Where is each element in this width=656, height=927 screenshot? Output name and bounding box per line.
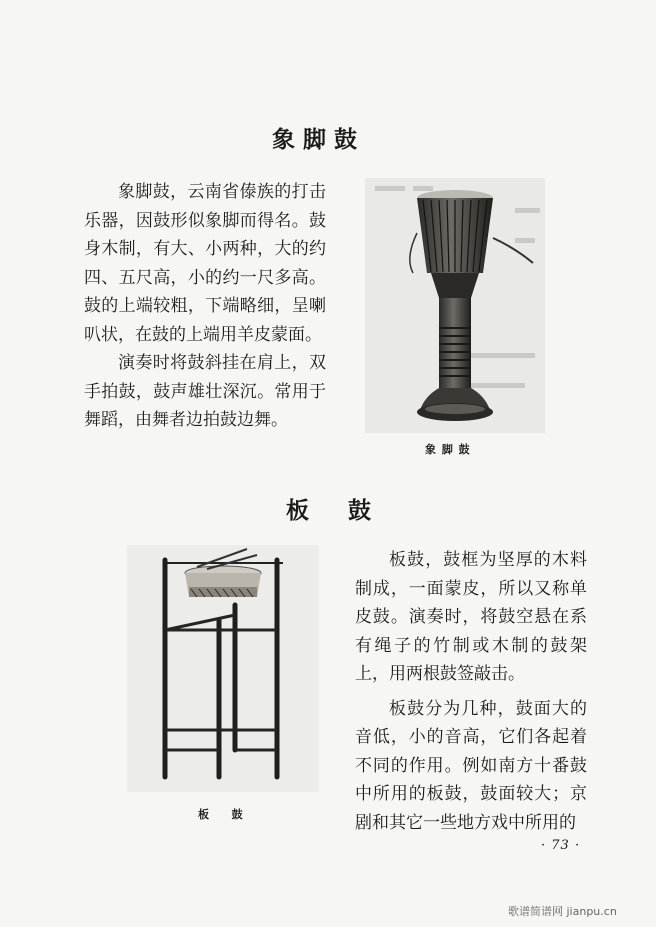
elephant-foot-drum-icon <box>365 178 545 433</box>
paragraph: 象脚鼓，云南省傣族的打击乐器，因鼓形似象脚而得名。鼓身木制，有大、小两种，大的约四、五尺高，小的约一尺多高。鼓的上端较粗，下端略细，呈喇叭状，在鼓的上端用羊皮蒙面。 <box>84 182 326 345</box>
photo-xiangjiaogu <box>365 178 545 433</box>
paragraph: 板鼓，鼓框为坚厚的木料制成，一面蒙皮，所以又称单皮鼓。演奏时，将鼓空悬在系有绳子的竹制或木制的鼓架上，用两根鼓签敲击。 <box>355 550 587 684</box>
paragraph: 演奏时将鼓斜挂在肩上，双手拍鼓，鼓声雄壮深沉。常用于舞蹈，由舞者边拍鼓边舞。 <box>84 353 326 430</box>
section-title-xiangjiaogu: 象 脚 鼓 <box>272 126 358 153</box>
paragraph: 板鼓分为几种，鼓面大的音低，小的音高，它们各起着不同的作用。例如南方十番鼓中所用的板鼓，鼓面较大；京剧和其它一些地方戏中所用的 <box>355 698 587 833</box>
ban-drum-on-stand-icon <box>127 545 319 792</box>
page-number: · 73 · <box>541 838 581 853</box>
section-body-xiangjiaogu <box>84 178 326 435</box>
caption-bangu: 板 鼓 <box>198 808 244 821</box>
watermark: 歌谱简谱网 jianpu.cn <box>508 905 617 918</box>
photo-bangu <box>127 545 319 792</box>
caption-xiangjiaogu: 象 脚 鼓 <box>425 443 471 456</box>
section-title-bangu: 板 鼓 <box>286 497 372 524</box>
section-body-bangu <box>355 546 587 837</box>
